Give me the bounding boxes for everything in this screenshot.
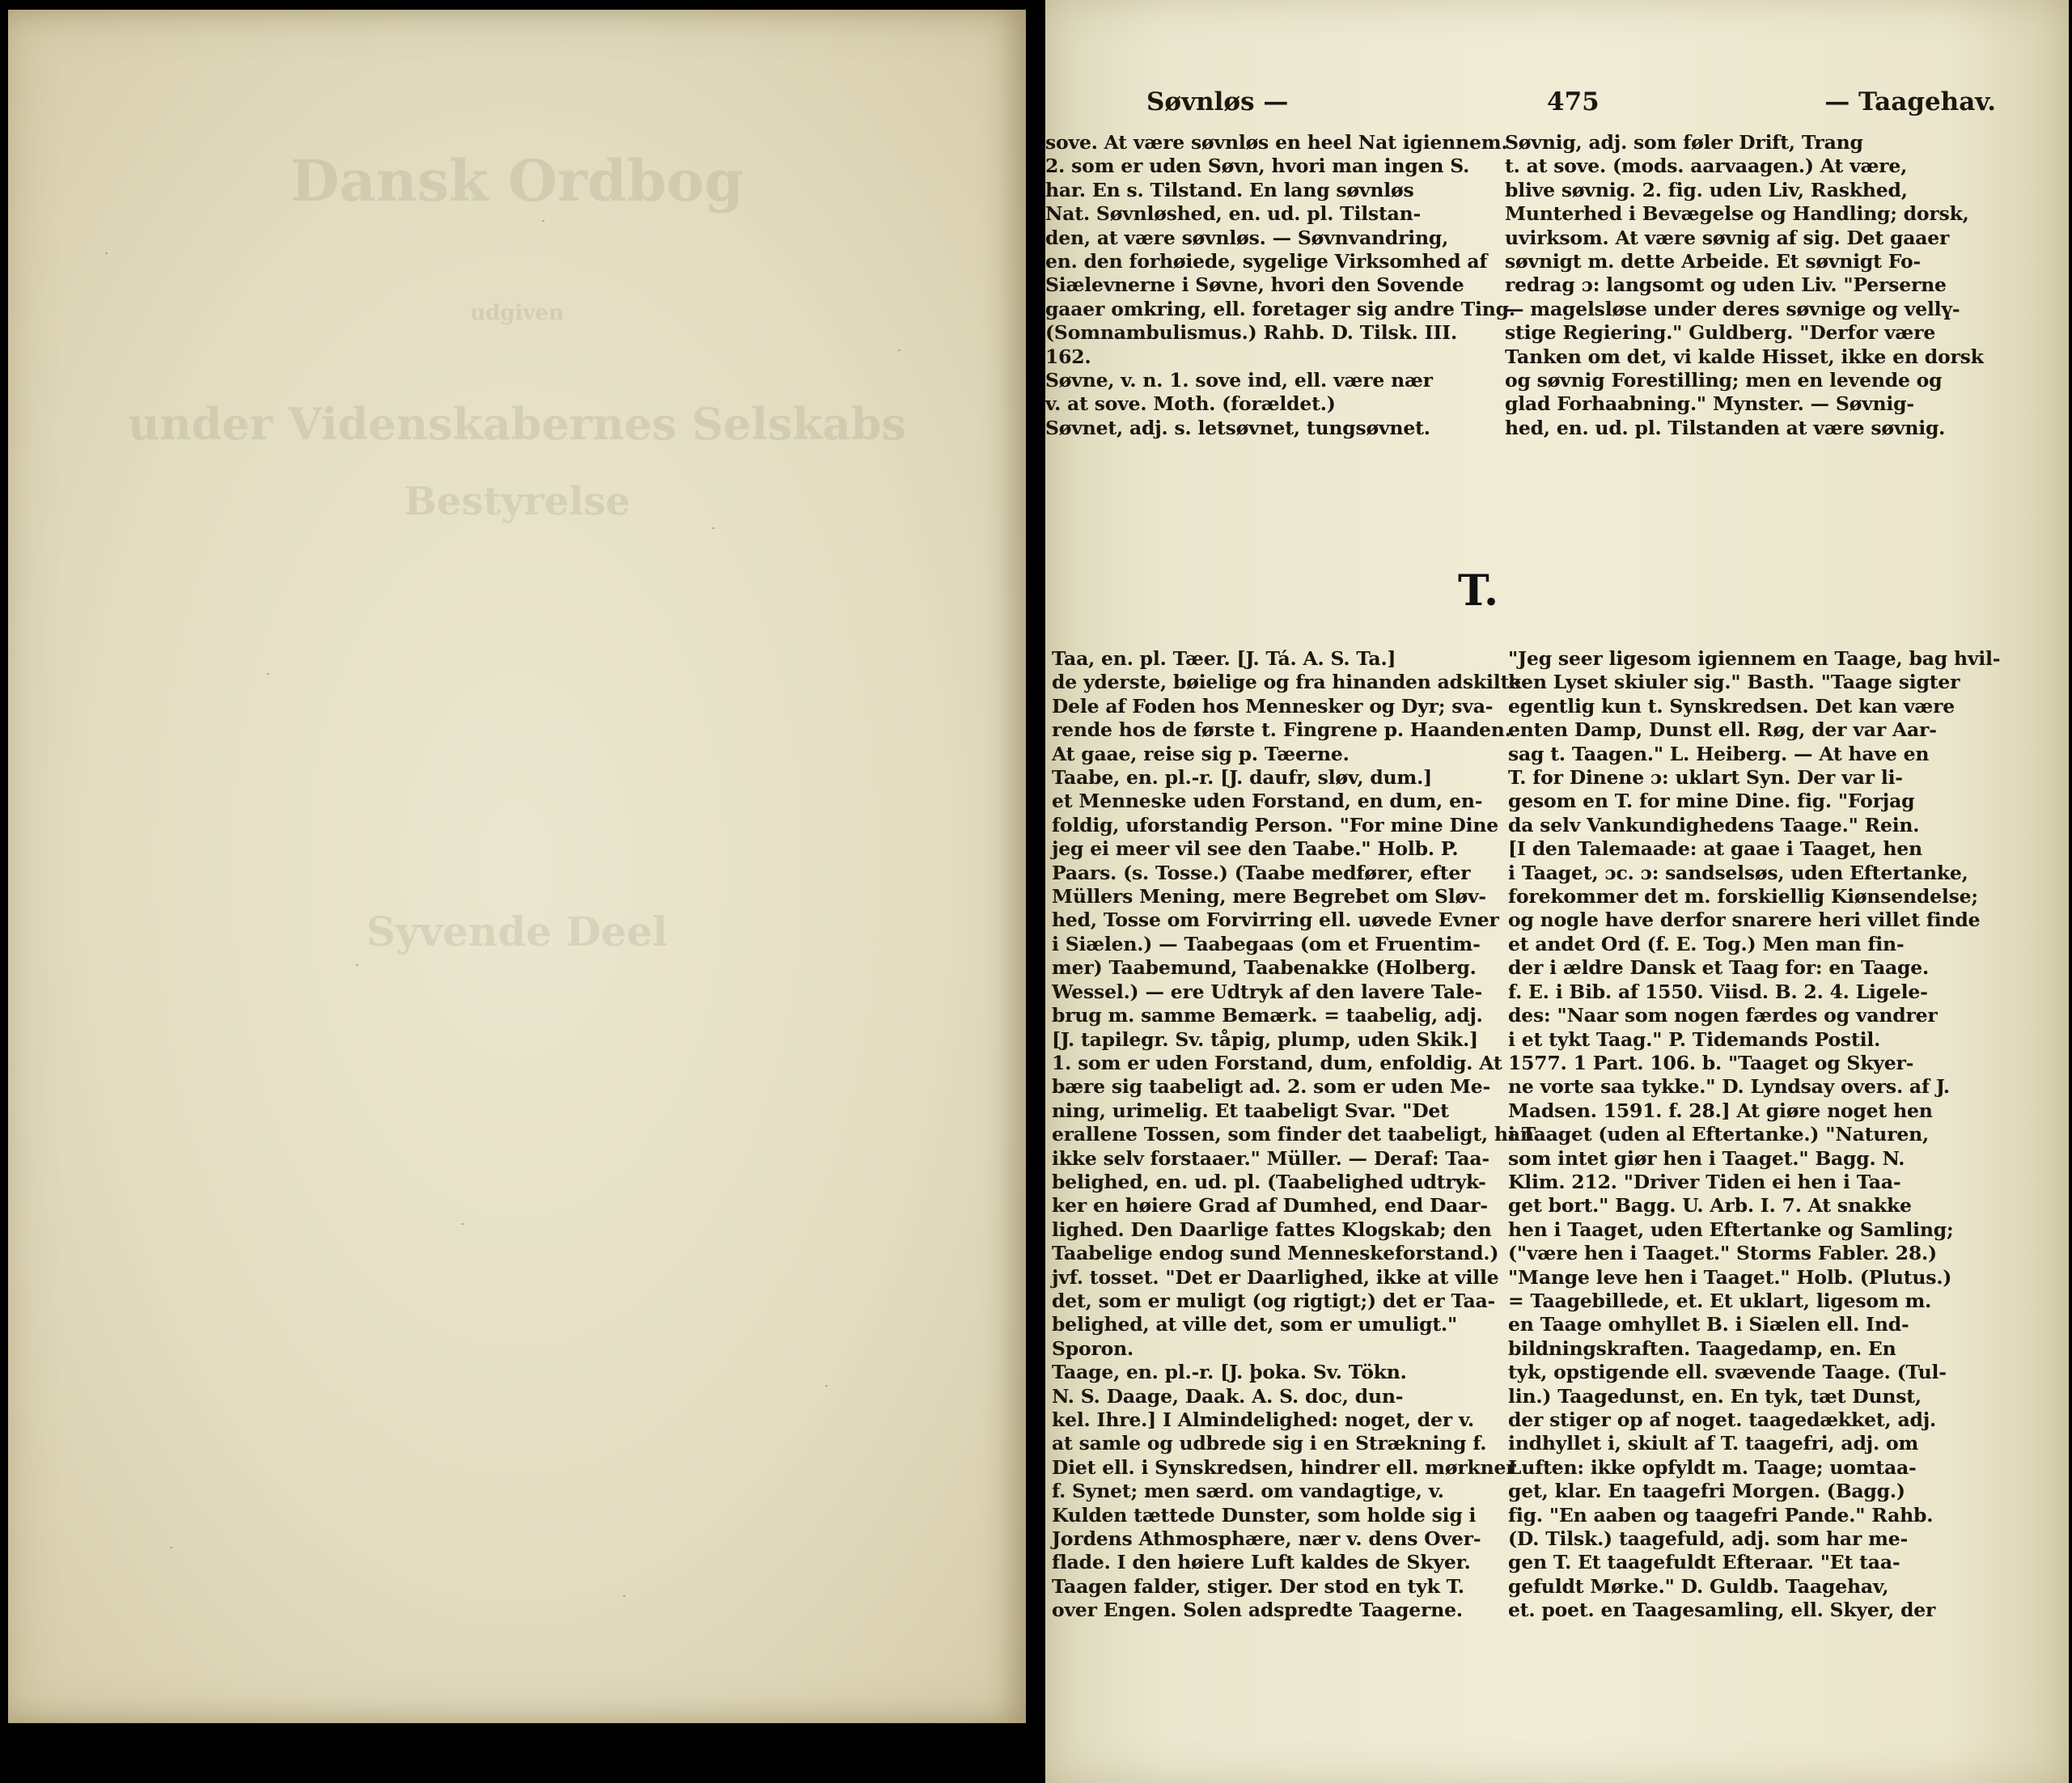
text-line: Dele af Foden hos Mennesker og Dyr; sva-	[1052, 694, 1494, 718]
right-page	[1045, 0, 2069, 1783]
text-line: "Jeg seer ligesom igiennem en Taage, bag hvil-	[1508, 647, 2001, 670]
running-head	[1146, 87, 1996, 120]
text-line: bildningskraften. Taagedamp, en. En	[1508, 1336, 1896, 1360]
text-line: hen i Taaget, uden Eftertanke og Samling;	[1508, 1218, 1954, 1241]
text-line: ken Lyset skiuler sig." Basth. "Taage sigter	[1508, 671, 1960, 694]
text-line: rende hos de første t. Fingrene p. Haanden.	[1052, 718, 1511, 742]
text-line: ker en høiere Grad af Dumhed, end Daar-	[1052, 1194, 1488, 1218]
text-line: Taabe, en. pl.-r. [J. daufr, sløv, dum.]	[1052, 766, 1432, 790]
column-upper-left	[1045, 131, 1515, 440]
text-line: Wessel.) — ere Udtryk af den lavere Tale-	[1052, 980, 1483, 1003]
text-line: det, som er muligt (og rigtigt;) det er Taa-	[1052, 1289, 1496, 1312]
text-line: Klim. 212. "Driver Tiden ei hen i Taa-	[1508, 1170, 1901, 1193]
text-line: i Siælen.) — Taabegaas (om et Fruentim-	[1052, 932, 1481, 955]
text-line: get, klar. En taagefri Morgen. (Bagg.)	[1508, 1480, 1905, 1503]
text-line: har. En s. Tilstand. En lang søvnløs	[1045, 178, 1414, 201]
text-line: Siælevnerne i Søvne, hvori den Sovende	[1045, 273, 1464, 297]
text-line: fig. "En aaben og taagefri Pande." Rahb.	[1508, 1503, 1934, 1527]
text-line: N. S. Daage, Daak. A. S. doc, dun-	[1052, 1384, 1404, 1408]
text-line: belighed, at ville det, som er umuligt."	[1052, 1313, 1458, 1336]
text-line: i Taaget (uden al Eftertanke.) "Naturen,	[1508, 1123, 1929, 1146]
text-line: i et tykt Taag." P. Tidemands Postil.	[1508, 1027, 1881, 1051]
bleed-line-3: under Videnskabernes Selskabs	[128, 398, 906, 450]
text-line: og nogle have derfor snarere heri villet finde	[1508, 908, 1981, 932]
text-line: gen T. Et taagefuldt Efteraar. "Et taa-	[1508, 1551, 1900, 1574]
text-line: jvf. tosset. "Det er Daarlighed, ikke at ville	[1052, 1265, 1499, 1289]
text-line: kel. Ihre.] I Almindelighed: noget, der v.	[1052, 1408, 1475, 1431]
text-line: [J. tapilegr. Sv. tåpig, plump, uden Skik.]	[1052, 1027, 1478, 1051]
text-line: v. at sove. Moth. (forældet.)	[1045, 392, 1336, 416]
text-line: en Taage omhyllet B. i Siælen ell. Ind-	[1508, 1313, 1909, 1336]
text-line: ning, urimelig. Et taabeligt Svar. "Det	[1052, 1099, 1449, 1122]
text-line: Taabelige endog sund Menneskeforstand.)	[1052, 1242, 1499, 1265]
text-line: Nat. Søvnløshed, en. ud. pl. Tilstan-	[1045, 202, 1422, 226]
text-line: enten Damp, Dunst ell. Røg, der var Aar-	[1508, 718, 1937, 742]
text-line: og søvnig Forestilling; men en levende og	[1505, 369, 1943, 392]
text-line: et Menneske uden Forstand, en dum, en-	[1052, 790, 1483, 813]
text-line: Sporon.	[1052, 1336, 1133, 1360]
text-line: sag t. Taagen." L. Heiberg. — At have en	[1508, 742, 1930, 765]
text-line: de yderste, bøielige og fra hinanden adskilte	[1052, 671, 1521, 694]
bleed-subtitle: udgiven	[470, 301, 564, 325]
text-line: Søvne, v. n. 1. sove ind, ell. være nær	[1045, 369, 1433, 392]
text-line: mer) Taabemund, Taabenakke (Holberg.	[1052, 956, 1477, 980]
text-line: et andet Ord (f. E. Tog.) Men man fin-	[1508, 932, 1905, 955]
text-line: ikke selv forstaaer." Müller. — Deraf: Taa-	[1052, 1146, 1489, 1170]
text-line: søvnigt m. dette Arbeide. Et søvnigt Fo-	[1505, 250, 1921, 273]
text-line: Tanken om det, vi kalde Hisset, ikke en dorsk	[1505, 345, 1984, 368]
text-line: ne vorte saa tykke." D. Lyndsay overs. af J.	[1508, 1075, 1950, 1099]
text-line: Müllers Mening, mere Begrebet om Sløv-	[1052, 885, 1486, 908]
text-line: glad Forhaabning." Mynster. — Søvnig-	[1505, 392, 1914, 416]
text-line: et. poet. en Taagesamling, ell. Skyer, der	[1508, 1599, 1936, 1622]
text-line: egentlig kun t. Synskredsen. Det kan være	[1508, 694, 1955, 718]
text-line: lin.) Taagedunst, en. En tyk, tæt Dunst,	[1508, 1384, 1922, 1408]
text-line: Søvnet, adj. s. letsøvnet, tungsøvnet.	[1045, 416, 1430, 439]
text-line: sove. At være søvnløs en heel Nat igiennem.	[1045, 131, 1508, 154]
text-line: erallene Tossen, som finder det taabeligt, han	[1052, 1123, 1534, 1146]
text-line: da selv Vankundighedens Taage." Rein.	[1508, 813, 1920, 836]
bleed-line-4: Bestyrelse	[404, 479, 630, 524]
text-line: f. Synet; men særd. om vandagtige, v.	[1052, 1480, 1444, 1503]
text-line: forekommer det m. forskiellig Kiønsendelse;	[1508, 885, 1978, 908]
text-line: At gaae, reise sig p. Tæerne.	[1052, 742, 1350, 765]
text-line: — magelsløse under deres søvnige og vellү-	[1505, 297, 1960, 320]
text-line: (Somnambulismus.) Rahb. D. Tilsk. III.	[1045, 321, 1457, 345]
text-line: gesom en T. for mine Dine. fig. "Forjag	[1508, 790, 1915, 813]
text-line: f. E. i Bib. af 1550. Viisd. B. 2. 4. Ligele-	[1508, 980, 1928, 1003]
text-line: des: "Naar som nogen færdes og vandrer	[1508, 1004, 1938, 1027]
text-line: der stiger op af noget. taagedækket, adj.	[1508, 1408, 1936, 1431]
text-line: 1577. 1 Part. 106. b. "Taaget og Skyer-	[1508, 1051, 1914, 1074]
text-line: Munterhed i Bevægelse og Handling; dorsk,	[1505, 202, 1969, 226]
text-line: blive søvnig. 2. fig. uden Liv, Raskhed,	[1505, 178, 1908, 201]
header-left-guideword: Søvnløs —	[1146, 87, 1289, 116]
text-line: redrag ɔ: langsomt og uden Liv. "Perserne	[1505, 273, 1947, 297]
text-line: Diet ell. i Synskredsen, hindrer ell. mørkner	[1052, 1455, 1516, 1479]
text-line: at samle og udbrede sig i en Strækning f.	[1052, 1432, 1487, 1455]
text-line: (D. Tilsk.) taagefuld, adj. som har me-	[1508, 1527, 1909, 1551]
text-line: tyk, opstigende ell. svævende Taage. (Tul-	[1508, 1361, 1947, 1384]
header-right-guideword: — Taagehav.	[1824, 87, 1996, 116]
text-line: 2. som er uden Søvn, hvori man ingen S.	[1045, 155, 1470, 178]
text-line: bære sig taabeligt ad. 2. som er uden Me-	[1052, 1075, 1491, 1099]
text-line: [I den Talemaade: at gaae i Taaget, hen	[1508, 837, 1922, 861]
text-line: jeg ei meer vil see den Taabe." Holb. P.	[1052, 837, 1459, 861]
left-page	[8, 10, 1026, 1723]
text-line: ("være hen i Taaget." Storms Fabler. 28.)	[1508, 1242, 1937, 1265]
page-number: 475	[1547, 87, 1600, 116]
section-letter-heading: T.	[1458, 566, 1499, 616]
bleed-line-5: Syvende Deel	[366, 908, 668, 955]
text-line: "Mange leve hen i Taaget." Holb. (Plutus.)	[1508, 1265, 1952, 1289]
column-lower-left	[1052, 647, 1534, 1623]
text-line: i Taaget, ɔc. ɔ: sandselsøs, uden Eftertanke,	[1508, 861, 1968, 884]
text-line: Taagen falder, stiger. Der stod en tyk T.	[1052, 1574, 1464, 1598]
bleed-title: Dansk Ordbog	[290, 147, 744, 214]
column-lower-right	[1508, 647, 2001, 1623]
text-line: den, at være søvnløs. — Søvnvandring,	[1045, 226, 1449, 249]
text-line: gefuldt Mørke." D. Guldb. Taagehav,	[1508, 1574, 1889, 1598]
text-line: get bort." Bagg. U. Arb. I. 7. At snakke	[1508, 1194, 1912, 1218]
text-line: indhyllet i, skiult af T. taagefri, adj. om	[1508, 1432, 1919, 1455]
text-line: lighed. Den Daarlige fattes Klogskab; den	[1052, 1218, 1492, 1241]
text-line: der i ældre Dansk et Taag for: en Taage.	[1508, 956, 1930, 980]
text-line: gaaer omkring, ell. foretager sig andre Ting.	[1045, 297, 1515, 320]
text-line: Taage, en. pl.-r. [J. þoka. Sv. Tökn.	[1052, 1361, 1407, 1384]
text-line: som intet giør hen i Taaget." Bagg. N.	[1508, 1146, 1905, 1170]
text-line: uvirksom. At være søvnig af sig. Det gaaer	[1505, 226, 1950, 249]
text-line: Kulden tættede Dunster, som holde sig i	[1052, 1503, 1477, 1527]
text-line: Paars. (s. Tosse.) (Taabe medfører, efter	[1052, 861, 1471, 884]
book-gutter	[1026, 0, 1042, 1783]
text-line: Luften: ikke opfyldt m. Taage; uomtaa-	[1508, 1455, 1917, 1479]
text-line: en. den forhøiede, sygelige Virksomhed af	[1045, 250, 1488, 273]
text-line: t. at sove. (mods. aarvaagen.) At være,	[1505, 155, 1908, 178]
text-line: over Engen. Solen adspredte Taagerne.	[1052, 1599, 1463, 1622]
text-line: Madsen. 1591. f. 28.] At giøre noget hen	[1508, 1099, 1933, 1122]
text-line: 162.	[1045, 345, 1091, 368]
text-line: foldig, uforstandig Person. "For mine Dine	[1052, 813, 1499, 836]
text-line: = Taagebillede, et. Et uklart, ligesom m.	[1508, 1289, 1932, 1312]
text-line: 1. som er uden Forstand, dum, enfoldig. At	[1052, 1051, 1502, 1074]
text-line: hed, Tosse om Forvirring ell. uøvede Evner	[1052, 908, 1499, 932]
text-line: hed, en. ud. pl. Tilstanden at være søvnig.	[1505, 416, 1946, 439]
text-line: brug m. samme Bemærk. = taabelig, adj.	[1052, 1004, 1483, 1027]
text-line: Søvnig, adj. som føler Drift, Trang	[1505, 131, 1863, 154]
text-line: stige Regiering." Guldberg. "Derfor være	[1505, 321, 1936, 345]
column-upper-right	[1505, 131, 1984, 440]
text-line: Jordens Athmosphære, nær v. dens Over-	[1052, 1527, 1481, 1551]
text-line: T. for Dinene ɔ: uklart Syn. Der var li-	[1508, 766, 1903, 790]
text-line: Taa, en. pl. Tæer. [J. Tá. A. S. Ta.]	[1052, 647, 1396, 670]
text-line: belighed, en. ud. pl. (Taabelighed udtryk-	[1052, 1170, 1486, 1193]
text-line: flade. I den høiere Luft kaldes de Skyer.	[1052, 1551, 1471, 1574]
